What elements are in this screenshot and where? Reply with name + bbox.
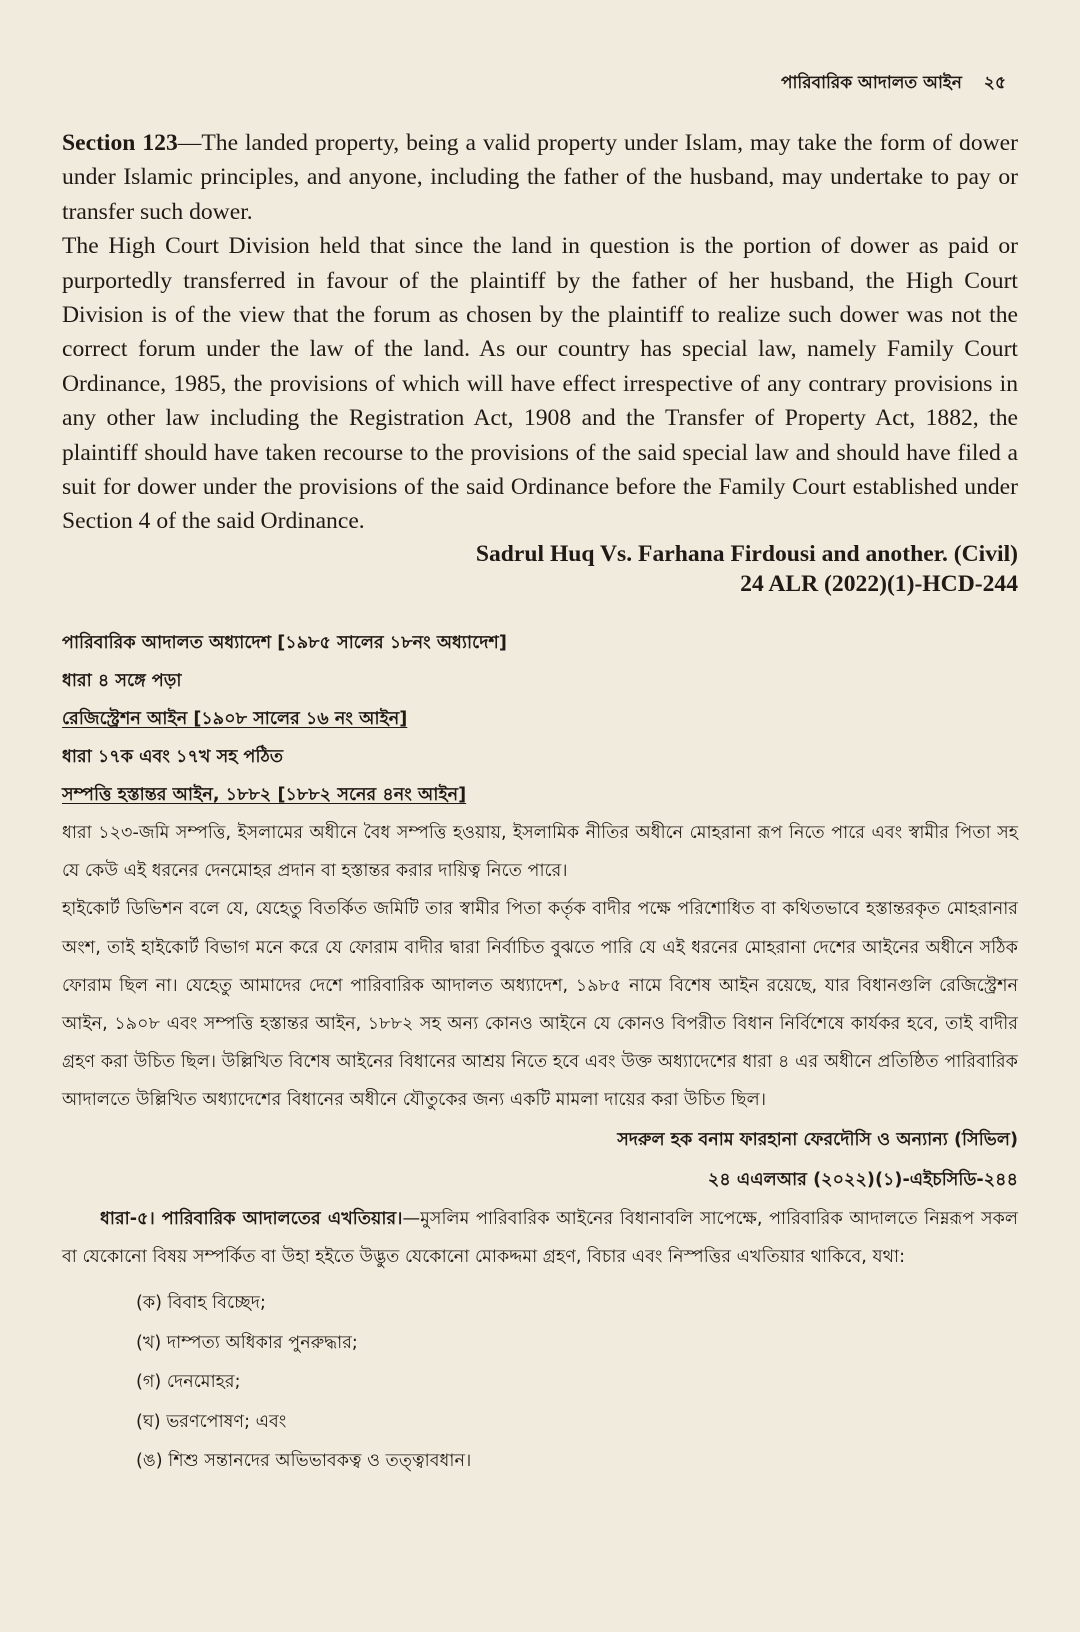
- bangla-case-citation: ২৪ এএলআর (২০২২)(১)-এইচসিডি-২৪৪: [707, 1169, 1018, 1190]
- list-item: (ঘ) ভরণপোষণ; এবং: [136, 1411, 287, 1432]
- holding-paragraph: The High Court Division held that since the land in question is the portion of dower as paid or purportedly transferred in favour of the plaintiff by the father of her husband, the High Court Division is of the view that the forum as chosen by the plaintiff to realize such dower was not the correct forum under the law of the land. As our country has special law, namely Family Court Ordinance, 1985, the provisions of which will have effect irrespective of any contrary provisions in any other law including the Registration Act, 1908 and the Transfer of Property Act, 1882, the plaintiff should have taken recourse to the provisions of the said special law and should have filed a suit for dower under the provisions of the said Ordinance before the Family Court established under Section 4 of the said Ordinance.: [62, 233, 1018, 535]
- list-item: (ঙ) শিশু সন্তানদের অভিভাবকত্ব ও তত্ত্বাবধান।: [136, 1451, 472, 1472]
- heading-registration-act: রেজিস্ট্রেশন আইন [১৯০৮ সালের ১৬ নং আইন]: [62, 709, 408, 729]
- english-summary: [62, 126, 1018, 599]
- running-head: [781, 70, 1006, 98]
- list-item: (খ) দাম্পত্য অধিকার পুনরুদ্ধার;: [136, 1332, 358, 1353]
- section-text: —The landed property, being a valid property under Islam, may take the form of dower under Islamic principles, and anyone, including the father of the husband, may undertake to pay or transfer such dower.: [62, 130, 1018, 225]
- heading-read-with-section-4: ধারা ৪ সঙ্গে পড়া: [62, 671, 182, 691]
- case-citation: 24 ALR (2022)(1)-HCD-244: [740, 570, 1018, 597]
- case-name: Sadrul Huq Vs. Farhana Firdousi and another. (Civil): [475, 540, 1018, 567]
- running-head-title: পারিবারিক আদালত আইন: [780, 73, 962, 93]
- jurisdiction-list: [62, 1284, 1018, 1482]
- section-5-paragraph: [62, 1200, 1018, 1276]
- heading-read-with-17a-17b: ধারা ১৭ক এবং ১৭খ সহ পঠিত: [62, 747, 284, 767]
- section-5-label: ধারা-৫। পারিবারিক আদালতের এখতিয়ার।: [100, 1208, 403, 1229]
- section-label: Section 123: [62, 130, 178, 156]
- heading-transfer-of-property-act: সম্পত্তি হস্তান্তর আইন, ১৮৮২ [১৮৮২ সনের ৪নং আইন]: [62, 785, 467, 805]
- list-item: (গ) দেনমোহর;: [136, 1372, 241, 1393]
- bangla-summary: [62, 624, 1018, 1482]
- heading-family-court-ordinance: পারিবারিক আদালত অধ্যাদেশ [১৯৮৫ সালের ১৮নং অধ্যাদেশ]: [62, 633, 507, 653]
- bangla-section-123-paragraph: ধারা ১২৩-জমি সম্পত্তি, ইসলামের অধীনে বৈধ সম্পত্তি হওয়ায়, ইসলামিক নীতির অধীনে মোহরানা রূপ নিতে পারে এবং স্বামীর পিতা সহ যে কেউ এই ধরনের দেনমোহর প্রদান বা হস্তান্তর করার দায়িত্ব নিতে পারে।: [62, 823, 1018, 882]
- section-5-text: —মুসলিম পারিবারিক আইনের বিধানাবলি সাপেক্ষে, পারিবারিক আদালতে নিম্নরূপ সকল বা যেকোনো বিষয় সম্পর্কিত বা উহা হইতে উদ্ভুত যেকোনো মোকদ্দমা গ্রহণ, বিচার এবং নিস্পত্তির এখতিয়ার থাকিবে, যথা:: [62, 1208, 1018, 1267]
- list-item: (ক) বিবাহ বিচ্ছেদ;: [136, 1293, 266, 1314]
- bangla-holding-paragraph: হাইকোর্ট ডিভিশন বলে যে, যেহেতু বিতর্কিত জমিটি তার স্বামীর পিতা কর্তৃক বাদীর পক্ষে পরিশোধিত বা কথিতভাবে হস্তান্তরকৃত মোহরানার অংশ, তাই হাইকোর্ট বিভাগ মনে করে যে ফোরাম বাদীর দ্বারা নির্বাচিত বুঝতে পারি যে এই ধরনের মোহরানা দেশের আইনের অধীনে সঠিক ফোরাম ছিল না। যেহেতু আমাদের দেশে পারিবারিক আদালত অধ্যাদেশ, ১৯৮৫ নামে বিশেষ আইন রয়েছে, যার বিধানগুলি রেজিস্ট্রেশন আইন, ১৯০৮ এবং সম্পত্তি হস্তান্তর আইন, ১৮৮২ সহ অন্য কোনও আইনে যে কোনও বিপরীত বিধান নির্বিশেষে কার্যকর হবে, তাই বাদীর গ্রহণ করা উচিত ছিল। উল্লিখিত বিশেষ আইনের বিধানের আশ্রয় নিতে হবে এবং উক্ত অধ্যাদেশের ধারা ৪ এর অধীনে প্রতিষ্ঠিত পারিবারিক আদালতে উল্লিখিত অধ্যাদেশের বিধানের অধীনে যৌতুকের জন্য একটি মামলা দায়ের করা উচিত ছিল।: [62, 899, 1018, 1111]
- section-123-paragraph: [62, 126, 1018, 229]
- bangla-case-name: সদরুল হক বনাম ফারহানা ফেরদৌসি ও অন্যান্য (সিভিল): [617, 1129, 1018, 1150]
- page-number: ২৫: [983, 73, 1006, 93]
